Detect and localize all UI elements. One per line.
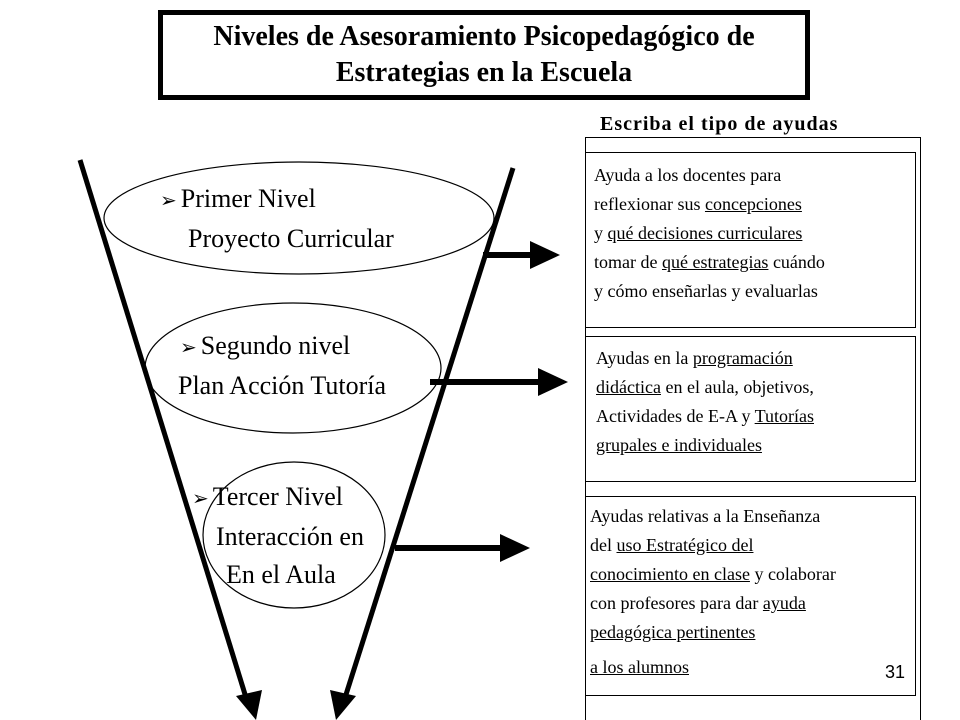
funnel-right-arrowhead (330, 690, 356, 720)
help-box-3-line-2: del uso Estratégico del (590, 535, 754, 555)
title-line-2: Estrategias en la Escuela (335, 57, 633, 88)
help-box-3-line-1: Ayudas relativas a la Enseñanza (590, 506, 821, 526)
help-box-1-line-4: tomar de qué estrategias cuándo (594, 252, 825, 272)
help-box-2-line-4: grupales e individuales (596, 435, 762, 455)
help-box-3 (585, 496, 916, 696)
level-2-title: Segundo nivel (200, 331, 351, 360)
funnel-left-arrowhead (236, 690, 262, 720)
level-3-label (192, 478, 364, 594)
help-box-2-line-2: didáctica en el aula, objetivos, (596, 377, 814, 397)
help-box-2-line-1: Ayudas en la programación (596, 348, 793, 368)
help-box-3-line-4: con profesores para dar ayuda (590, 593, 806, 613)
help-box-2-line-3: Actividades de E-A y Tutorías (596, 406, 814, 426)
arrow-bullet-icon: ➢ (180, 337, 197, 359)
help-box-1-line-3: y qué decisiones curriculares (594, 223, 803, 243)
level-2-subtitle: Plan Acción Tutoría (178, 371, 387, 400)
help-box-1-line-5: y cómo enseñarlas y evaluarlas (594, 281, 818, 301)
page-number: 31 (885, 662, 906, 682)
level-1-label (160, 180, 394, 258)
help-box-1-line-2: reflexionar sus concepciones (594, 194, 802, 214)
title-line-1: Niveles de Asesoramiento Psicopedagógico de (213, 21, 755, 52)
help-box-3-line-3: conocimiento en clase y colaborar (590, 564, 836, 584)
level-3-subtitle-2: En el Aula (226, 560, 336, 589)
help-box-3-line-5: pedagógica pertinentes (590, 622, 756, 642)
level-1-title: Primer Nivel (180, 184, 316, 213)
level-1-subtitle: Proyecto Curricular (188, 224, 394, 253)
level-2-label (180, 327, 386, 405)
level-3-subtitle: Interacción en (216, 522, 364, 551)
level-3-title: Tercer Nivel (212, 482, 344, 511)
help-box-3-line-6: a los alumnos (590, 657, 689, 677)
arrow-bullet-icon: ➢ (192, 488, 209, 510)
help-box-1-line-1: Ayuda a los docentes para (594, 165, 782, 185)
arrow-bullet-icon: ➢ (160, 190, 177, 212)
arrow-1 (483, 241, 560, 269)
help-column-header: Escriba el tipo de ayudas (600, 113, 839, 135)
help-box-2 (585, 336, 916, 482)
arrow-3 (395, 534, 530, 562)
help-box-1 (585, 152, 916, 328)
